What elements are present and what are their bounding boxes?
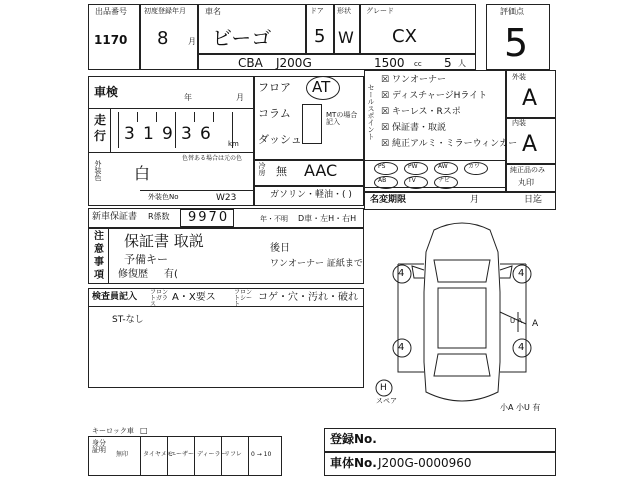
genuine-label: 純正品のみ <box>510 166 545 174</box>
first-reg-value: 8 <box>157 28 169 49</box>
tire-value-fr: 4 <box>518 268 525 279</box>
notes-side-b: ワンオーナー 証紙まで <box>270 259 363 269</box>
mileage-digit: 1 <box>143 124 154 144</box>
score-value: 5 <box>504 21 529 65</box>
color-change-note: 色替ある場合は元の色 <box>182 155 243 162</box>
exterior-color-label: 外装色 <box>94 160 102 181</box>
name-change-day: 日迄 <box>524 195 543 205</box>
damage-mark-ua: U A <box>510 317 523 325</box>
mileage-digit: 3 <box>124 124 135 144</box>
mileage-label-2: 行 <box>94 129 107 143</box>
divider <box>140 436 141 476</box>
aircon-type: AAC <box>304 161 338 180</box>
tire-value-fl: 4 <box>398 268 405 279</box>
mirror-left <box>412 266 424 278</box>
int-grade-value: A <box>522 132 538 157</box>
exterior-color-value: 白 <box>134 164 151 183</box>
sales-point-item: キーレス・Rスポ <box>392 107 461 117</box>
equipment-item: PW <box>408 163 418 170</box>
sales-point-check-icon: ☒ <box>381 123 390 133</box>
owner-item: タイヤメモ <box>143 451 173 458</box>
car-windshield <box>434 260 490 282</box>
mileage-digit: 9 <box>162 124 173 144</box>
sales-point-item: ワンオーナー <box>392 75 447 85</box>
equipment-item: ナビ <box>438 177 451 184</box>
notes-label-char: 項 <box>94 270 104 281</box>
digit-divider <box>118 112 119 148</box>
owner-item: 0 → 10 <box>251 451 272 458</box>
digit-divider <box>156 112 157 122</box>
mileage-unit: km <box>228 140 239 148</box>
genuine-value: 丸印 <box>518 178 534 187</box>
digit-divider <box>194 112 195 122</box>
side-panel-left <box>398 264 424 372</box>
reg-no-label: 登録No. <box>330 432 377 446</box>
front-sheet-label: フロントシート <box>234 289 253 308</box>
lot-number-label: 出品番号 <box>95 7 127 16</box>
owner-item: 無印 <box>116 451 129 458</box>
ext-grade-value: A <box>522 86 538 111</box>
car-roof <box>438 288 486 348</box>
car-diagram <box>368 212 556 422</box>
chassis-value: J200G-0000960 <box>378 456 472 470</box>
inspector-title: 検査員記入 <box>92 292 138 302</box>
inspector-comment: ST-なし <box>112 315 144 325</box>
model-number: J200G <box>276 56 312 70</box>
front-glass-value: A・X要ス <box>172 292 216 303</box>
aircon-value: 無 <box>276 165 287 178</box>
divider <box>108 228 109 284</box>
shaken-month-label: 月 <box>236 93 244 102</box>
sales-point-check-icon: ☒ <box>381 75 390 85</box>
car-rear-window <box>434 354 490 376</box>
notes-side-a: 後日 <box>270 243 290 254</box>
ar-label: R係数 <box>148 212 170 221</box>
score-label: 評価点 <box>500 7 524 16</box>
first-reg-label: 初度登録年月 <box>144 7 186 15</box>
int-grade-label: 内装 <box>512 119 526 127</box>
car-name-value: ビーゴ <box>212 26 272 50</box>
sales-point-label: セールスポイント <box>367 84 375 140</box>
tire-value-rl: 4 <box>398 342 405 353</box>
capacity-unit: 人 <box>458 59 466 68</box>
mileage-label-1: 走 <box>94 113 107 127</box>
diagram-legend: 小A 小U 有 <box>500 403 541 412</box>
notes-label-char: 事 <box>94 257 104 268</box>
sales-point-item: ディスチャージHライト <box>392 91 488 101</box>
digit-divider <box>137 112 138 122</box>
color-no-value: W23 <box>216 193 237 203</box>
divider <box>167 436 168 476</box>
damage-options: コゲ・穴・汚れ・破れ <box>258 292 358 303</box>
front-glass-label: フロントガラス <box>150 289 169 308</box>
notes-label-char: 意 <box>94 244 104 255</box>
name-change-month: 月 <box>470 195 480 205</box>
new-guarantee-label: 新車保証書 <box>92 212 138 222</box>
car-name-label: 車名 <box>205 7 221 16</box>
floor-label: フロア <box>258 81 291 94</box>
handle-options: D車・左H・右H <box>298 214 357 223</box>
equipment-item: PS <box>378 163 386 170</box>
repair-history-label: 修復歴 <box>118 269 148 280</box>
mt-note: MTの場合記入 <box>326 111 358 126</box>
equipment-item: AW <box>438 163 448 170</box>
doors-label: ドア <box>310 7 324 15</box>
capacity-value: 5 <box>444 56 452 70</box>
equipment-item: TV <box>408 177 416 184</box>
sales-point-check-icon: ☒ <box>381 107 390 117</box>
equipment-item: AB <box>378 177 387 184</box>
tire-value-rr: 4 <box>518 342 525 353</box>
spare-label: スペア <box>376 397 397 405</box>
owner-label: 身分証明 <box>92 439 106 454</box>
ar-value: 9970 <box>188 210 230 225</box>
repair-history-value: 有( <box>164 269 178 280</box>
mileage-digit: 3 <box>181 124 192 144</box>
notes-line-2: 予備キー <box>124 253 168 266</box>
ext-grade-label: 外装 <box>512 73 526 81</box>
mileage-digit: 6 <box>200 124 211 144</box>
equipment-item: カワ <box>468 163 481 170</box>
divider <box>248 436 249 476</box>
divider <box>140 190 254 191</box>
inspector-box <box>88 288 364 388</box>
spare-mark: H <box>380 383 387 393</box>
notes-label-char: 注 <box>94 231 104 242</box>
model-code: CBA <box>238 56 263 70</box>
displacement-value: 1500 <box>374 56 405 70</box>
keyless-checkbox: □ <box>140 426 148 435</box>
displacement-unit: cc <box>414 60 422 68</box>
color-no-label: 外装色No <box>148 193 179 201</box>
shape-label: 形状 <box>337 7 351 15</box>
divider <box>194 436 195 476</box>
doors-value: 5 <box>314 26 326 47</box>
column-label: コラム <box>258 107 291 120</box>
grade-label: グレード <box>366 7 394 15</box>
divider <box>88 306 364 307</box>
chassis-label: 車体No. <box>330 456 377 470</box>
grade-value: CX <box>392 26 417 47</box>
digit-divider <box>213 112 214 122</box>
divider <box>88 108 254 109</box>
mt-box <box>302 104 322 144</box>
notes-line-1: 保証書 取説 <box>124 232 204 250</box>
name-change-label: 名変期限 <box>370 195 407 205</box>
lot-number-value: 1170 <box>94 33 128 47</box>
divider <box>88 152 254 153</box>
dash-label: ダッシュ <box>258 133 302 146</box>
owner-item: ユーザー <box>170 451 195 458</box>
floor-value: AT <box>312 78 331 96</box>
aircon-label: 冷房 <box>258 162 266 176</box>
sales-point-check-icon: ☒ <box>381 91 390 101</box>
car-body-outline <box>424 223 500 401</box>
sales-point-item: 保証書・取説 <box>392 123 447 133</box>
owner-item: リフレ <box>224 451 242 458</box>
divider <box>221 436 222 476</box>
damage-mark-a: A <box>532 319 539 329</box>
keyless-label: キーロック車 <box>92 427 134 435</box>
fuel-options: ガソリン・軽油・( ) <box>270 190 352 200</box>
shaken-label: 車検 <box>94 85 119 99</box>
mirror-right <box>500 266 512 278</box>
first-reg-unit: 月 <box>188 37 196 46</box>
shaken-year-label: 年 <box>184 93 192 102</box>
owner-item: ディーラー <box>197 451 227 458</box>
year-unknown: 年・不明 <box>260 215 288 223</box>
shape-value: W <box>338 28 354 47</box>
sales-point-check-icon: ☒ <box>381 139 390 149</box>
divider <box>110 108 111 152</box>
sales-point-item: 純正アルミ・ミラーウィンカー <box>392 139 518 149</box>
digit-divider <box>175 112 176 148</box>
